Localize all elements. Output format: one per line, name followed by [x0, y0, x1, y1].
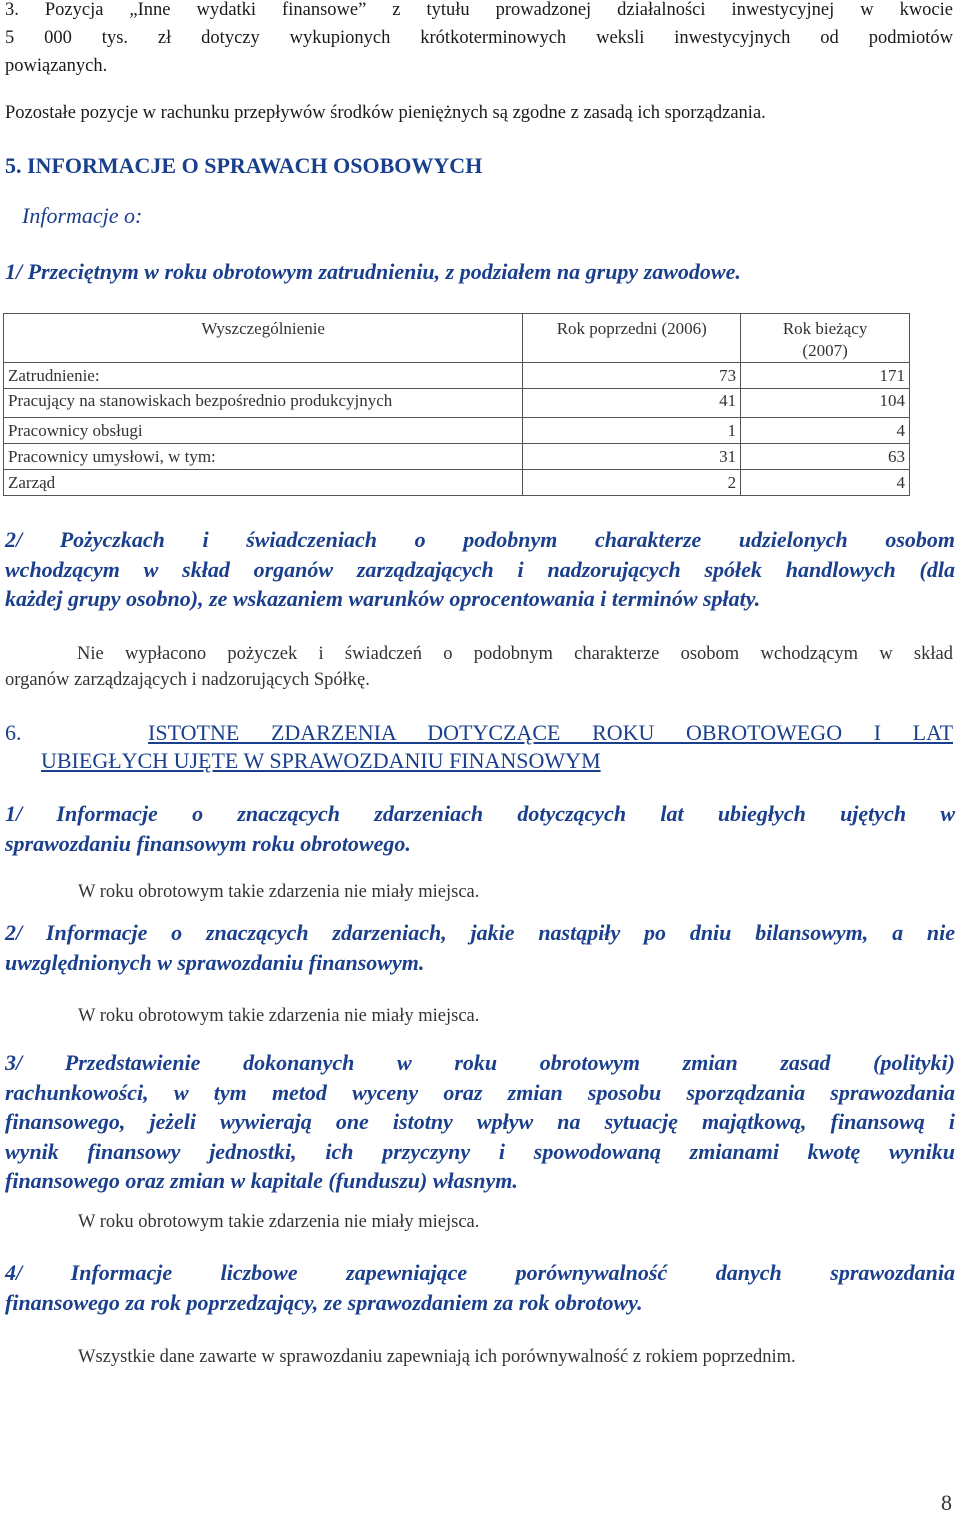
- table-cell: 1: [523, 418, 741, 444]
- item-2-line: każdej grupy osobno), ze wskazaniem warunków oprocentowania i terminów spłaty.: [5, 586, 761, 611]
- section-6-q2: [5, 918, 955, 977]
- q4-answer: Wszystkie dane zawarte w sprawozdaniu zapewniają ich porównywalność z rokiem poprzednim.: [78, 1347, 796, 1367]
- section-6-heading: [5, 719, 953, 775]
- section-6-heading-line-2: [5, 747, 953, 775]
- section-6-q1: [5, 799, 955, 858]
- table-cell: 2: [523, 470, 741, 496]
- section-6-q4: [5, 1258, 955, 1317]
- employment-table: [3, 313, 910, 496]
- q1-answer: W roku obrotowym takie zdarzenia nie miały miejsca.: [78, 882, 480, 902]
- item-2-answer-line: Nie wypłacono pożyczek i świadczeń o podobnym charakterze osobom wchodzącym w skład: [77, 644, 953, 664]
- section-6-heading-line-1: [5, 719, 953, 747]
- top-line-3: powiązanych.: [5, 56, 108, 76]
- q1-line: sprawozdaniu finansowym roku obrotowego.: [5, 830, 411, 856]
- table-row: [4, 444, 910, 470]
- q2-line: uwzględnionych w sprawozdaniu finansowym.: [5, 949, 425, 975]
- table-header-row: [4, 314, 910, 363]
- q4-line: finansowego za rok poprzedzający, ze sprawozdaniem za rok obrotowy.: [5, 1289, 643, 1315]
- table-cell: Pracujący na stanowiskach bezpośrednio produkcyjnych: [4, 389, 523, 418]
- q3-line: wynik finansowy jednostki, ich przyczyny i spowodowaną zmianami kwotę wyniku: [5, 1138, 955, 1164]
- section-5-heading: 5. INFORMACJE O SPRAWACH OSOBOWYCH: [5, 153, 483, 178]
- q3-line: finansowego, jeżeli wywierają one istotny wpływ na sytuację majątkową, finansową i: [5, 1109, 955, 1134]
- table-cell: 171: [741, 363, 910, 389]
- table-row: [4, 418, 910, 444]
- item-2-answer-line: organów zarządzających i nadzorujących Spółkę.: [5, 670, 370, 690]
- table-row: [4, 363, 910, 389]
- table-cell: 73: [523, 363, 741, 389]
- table-cell: 104: [741, 389, 910, 418]
- section-6-q3: [5, 1048, 955, 1196]
- item-2-line: 2/ Pożyczkach i świadczeniach o podobnym charakterze udzielonych osobom: [5, 527, 955, 552]
- top-paragraph: [5, 0, 953, 80]
- q3-line: finansowego oraz zmian w kapitale (funduszu) własnym.: [5, 1168, 518, 1193]
- top-line-2: 5 000 tys. zł dotyczy wykupionych krótkoterminowych weksli inwestycyjnych od podmiotów: [5, 28, 953, 48]
- item-2-line: wchodzącym w skład organów zarządzających i nadzorujących spółek handlowych (dla: [5, 556, 955, 582]
- section-5-item-1: 1/ Przeciętnym w roku obrotowym zatrudnieniu, z podziałem na grupy zawodowe.: [5, 259, 741, 284]
- section-6-title-1: ISTOTNE ZDARZENIA DOTYCZĄCE ROKU OBROTOWEGO I LAT: [148, 720, 954, 745]
- intro-paragraph: Pozostałe pozycje w rachunku przepływów środków pieniężnych są zgodne z zasadą ich sporządzania.: [5, 103, 766, 123]
- table-cell: 31: [523, 444, 741, 470]
- top-line-1: 3. Pozycja „Inne wydatki finansowe” z tytułu prowadzonej działalności inwestycyjnej w kwocie: [5, 0, 953, 20]
- page-number: 8: [941, 1490, 952, 1515]
- table-header-cell: Rok poprzedni (2006): [523, 314, 741, 363]
- section-5-item-2: [5, 525, 955, 614]
- q3-answer: W roku obrotowym takie zdarzenia nie miały miejsca.: [78, 1212, 480, 1232]
- table-cell: Pracownicy umysłowi, w tym:: [4, 444, 523, 470]
- section-5-subheading: Informacje o:: [22, 203, 143, 228]
- section-6-number: 6.: [5, 720, 22, 745]
- table-cell: Zatrudnienie:: [4, 363, 523, 389]
- item-2-answer: [5, 641, 953, 693]
- q2-answer: W roku obrotowym takie zdarzenia nie miały miejsca.: [78, 1006, 480, 1026]
- table-row: [4, 470, 910, 496]
- table-header-cell: Rok bieżący (2007): [741, 314, 910, 363]
- q3-line: 3/ Przedstawienie dokonanych w roku obrotowym zmian zasad (polityki): [5, 1050, 955, 1075]
- table-cell: 63: [741, 444, 910, 470]
- q4-line: 4/ Informacje liczbowe zapewniające porównywalność danych sprawozdania: [5, 1260, 955, 1285]
- table-cell: Pracownicy obsługi: [4, 418, 523, 444]
- table-cell: 41: [523, 389, 741, 418]
- table-header-cell: Wyszczególnienie: [4, 314, 523, 363]
- table-row: [4, 389, 910, 418]
- section-6-title-2: UBIEGŁYCH UJĘTE W SPRAWOZDANIU FINANSOWYM: [41, 748, 601, 773]
- q2-line: 2/ Informacje o znaczących zdarzeniach, jakie nastąpiły po dniu bilansowym, a nie: [5, 920, 955, 945]
- q1-line: 1/ Informacje o znaczących zdarzeniach dotyczących lat ubiegłych ujętych w: [5, 801, 955, 826]
- table-cell: 4: [741, 470, 910, 496]
- table-cell: 4: [741, 418, 910, 444]
- table-cell: Zarząd: [4, 470, 523, 496]
- q3-line: rachunkowości, w tym metod wyceny oraz zmian sposobu sporządzania sprawozdania: [5, 1079, 955, 1105]
